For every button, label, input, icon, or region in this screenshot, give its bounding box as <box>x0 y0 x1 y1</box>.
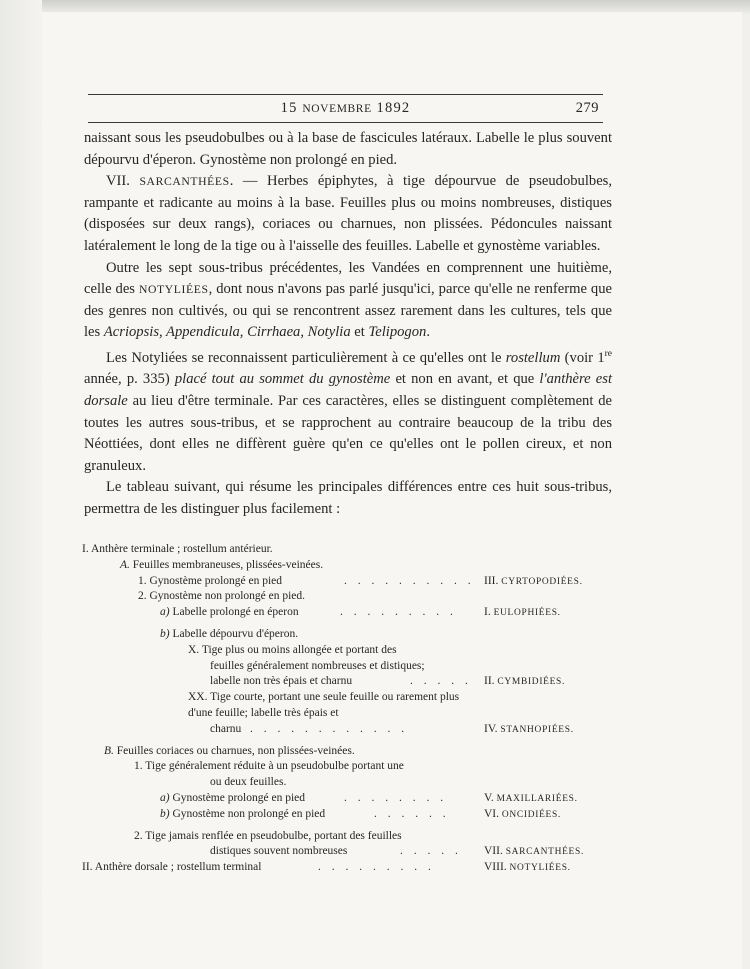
leader-dots: . . . . . <box>410 675 472 688</box>
key-row <box>82 744 622 760</box>
key-row <box>82 558 622 574</box>
small-caps-text: NOTYLIÉES <box>138 283 209 297</box>
subtribe-result <box>484 722 574 739</box>
key-row <box>82 775 622 791</box>
leader-dots: . . . . . . <box>374 807 450 820</box>
subtribe-name: ONCIDIÉES. <box>501 809 561 820</box>
leader-dots: . . . . . . . . . . . . <box>250 722 409 735</box>
key-text: Gynostème non prolongé en pied <box>172 807 326 820</box>
superscript: re <box>604 348 612 359</box>
text-run: , dont nous n'avons pas parlé jusqu'ici, parce qu'elle ne renferme que des genres non cultivés, ou qui se rencontrent assez rarement dans les cultures, tels que les <box>84 281 612 341</box>
key-text: Labelle dépourvu d'éperon. <box>172 627 299 640</box>
key-text: feuilles généralement nombreuses et distiques; <box>210 659 425 672</box>
subtribe-number: V. <box>484 791 497 804</box>
key-text: charnu <box>210 722 242 735</box>
subtribe-result <box>484 844 584 861</box>
subtribe-name: NOTYLIÉES. <box>509 863 571 874</box>
header-rule-top <box>88 94 603 95</box>
subtribe-name: SARCANTHÉES. <box>505 847 585 858</box>
subtribe-name: CYRTOPODIÉES. <box>501 576 583 587</box>
key-text: distiques souvent nombreuses <box>210 845 348 858</box>
key-row <box>82 605 622 621</box>
paragraph <box>84 128 612 171</box>
italic-text: Telipogon <box>368 324 427 341</box>
leader-dots: . . . . . . . . . <box>340 606 457 619</box>
key-row <box>82 807 622 823</box>
text-run: VII. <box>106 173 140 190</box>
key-text: 1. Tige généralement réduite à un pseudobulbe portant une <box>134 760 404 773</box>
subtribe-number: IV. <box>484 722 501 735</box>
key-row <box>82 674 622 690</box>
paragraph <box>84 258 612 344</box>
key-text: 1. Gynostème prolongé en pied <box>138 574 283 587</box>
paragraph <box>84 171 612 257</box>
subtribe-result <box>484 807 561 824</box>
key-text: 2. Gynostème non prolongé en pied. <box>138 590 306 603</box>
text-run: . <box>426 324 430 341</box>
key-text: 2. Tige jamais renflée en pseudobulbe, portant des feuilles <box>134 829 402 842</box>
subtribe-number: VI. <box>484 807 502 820</box>
key-text: X. Tige plus ou moins allongée et portant des <box>188 643 397 656</box>
subtribe-result <box>484 605 561 622</box>
subtribe-name: EULOPHIÉES. <box>493 608 561 619</box>
subtribe-number: II. <box>484 675 498 688</box>
header-date <box>88 100 603 117</box>
subtribe-number: VII. <box>484 845 506 858</box>
key-prefix: A. <box>120 558 133 571</box>
header-rule-bottom <box>88 122 603 123</box>
date-day: 15 <box>280 100 298 116</box>
key-row <box>82 574 622 590</box>
key-row <box>82 643 622 659</box>
key-row <box>82 627 622 643</box>
text-run: année, p. 335) <box>84 371 175 388</box>
key-text: XX. Tige courte, portant une seule feuille ou rarement plus d'une feuille; labelle très épais et <box>188 691 460 719</box>
key-prefix: b) <box>160 807 173 820</box>
key-row <box>82 759 622 775</box>
italic-text: rostellum <box>505 349 561 366</box>
body-text <box>84 128 612 521</box>
text-run: (voir 1 <box>560 349 605 366</box>
text-run: Les Notyliées se reconnaissent particulièrement à ce qu'elles ont le <box>106 349 506 366</box>
leader-dots: . . . . . . . . . . <box>344 574 475 587</box>
paragraph <box>84 477 612 520</box>
text-run: au lieu d'être terminale. Par ces caractères, elles se distinguent complètement de toutes les autres sous-tribus, et se rapprochent au contraire beaucoup de la tribu des Néottiées, dont elles ne diffèrent guère qu'en ce qu'elles ont le pollen cireux, et non granuleux. <box>84 392 612 474</box>
subtribe-number: III. <box>484 574 502 587</box>
small-caps-text: SARCANTHÉES <box>139 175 230 189</box>
date-year: 1892 <box>376 100 411 116</box>
key-row <box>82 722 622 738</box>
subtribe-result <box>484 791 578 808</box>
subtribe-number: I. <box>484 606 494 619</box>
subtribe-name: MAXILLARIÉES. <box>496 793 578 804</box>
subtribe-name: STANHOPIÉES. <box>500 724 574 735</box>
key-text: Gynostème prolongé en pied <box>172 791 306 804</box>
paragraph <box>84 344 612 477</box>
key-text: Feuilles membraneuses, plissées-veinées. <box>132 558 324 571</box>
subtribe-result <box>484 574 583 591</box>
leader-dots: . . . . . . . . <box>344 791 448 804</box>
key-row <box>82 659 622 675</box>
italic-text: Acriopsis, Appendicula, Cirrhaea, Notylia <box>103 324 351 341</box>
key-prefix: a) <box>160 791 173 804</box>
date-month: NOVEMBRE <box>302 103 372 115</box>
key-row <box>82 860 622 876</box>
key-text: labelle non très épais et charnu <box>210 675 353 688</box>
key-row <box>82 844 622 860</box>
subtribe-result <box>484 674 565 691</box>
key-row <box>82 690 622 722</box>
key-text: Labelle prolongé en éperon <box>172 606 299 619</box>
key-row <box>82 589 622 605</box>
key-row <box>82 829 622 845</box>
running-header <box>88 96 603 122</box>
key-prefix: B. <box>104 744 117 757</box>
scan-edge-left <box>0 0 42 969</box>
subtribe-name: CYMBIDIÉES. <box>497 677 566 688</box>
text-run: naissant sous les pseudobulbes ou à la base de fascicules latéraux. Labelle le plus souvent dépourvu d'éperon. Gynostème non prolongé en pied. <box>84 130 612 168</box>
key-text: ou deux feuilles. <box>210 776 287 789</box>
text-run: Le tableau suivant, qui résume les principales différences entre ces huit sous-tribus, permettra de les distinguer plus facilement : <box>84 479 612 517</box>
leader-dots: . . . . . <box>400 845 462 858</box>
key-text: Feuilles coriaces ou charnues, non plissées-veinées. <box>116 744 355 757</box>
key-text: II. Anthère dorsale ; rostellum terminal <box>82 861 262 874</box>
key-prefix: a) <box>160 606 173 619</box>
text-run: et non en avant, et que <box>390 371 540 388</box>
page-number: 279 <box>575 100 599 116</box>
text-run: . — Herbes épiphytes, à tige dépourvue de pseudobulbes, rampante et radicante au moins à la base. Feuilles plus ou moins nombreuses, distiques (disposées sur deux rangs), coriaces ou charnues, non plissées. Pédoncules naissant latéralement le long de la tige ou à l'aisselle des feuilles. Labelle et gynostème variables. <box>84 173 612 254</box>
subtribe-result <box>484 860 571 877</box>
key-prefix: b) <box>160 627 173 640</box>
key-text: I. Anthère terminale ; rostellum antérieur. <box>82 543 273 555</box>
text-run: et <box>350 324 369 341</box>
text-run: Outre les sept sous-tribus précédentes, les Vandées en comprennent une huitième, celle des <box>84 259 612 298</box>
italic-text: l'anthère est dorsale <box>84 371 612 409</box>
italic-text: placé tout au sommet du gynostème <box>174 371 391 388</box>
key-row <box>82 791 622 807</box>
leader-dots: . . . . . . . . . <box>318 861 435 874</box>
key-table <box>82 542 622 876</box>
key-row <box>82 542 622 558</box>
subtribe-number: VIII. <box>484 861 510 874</box>
